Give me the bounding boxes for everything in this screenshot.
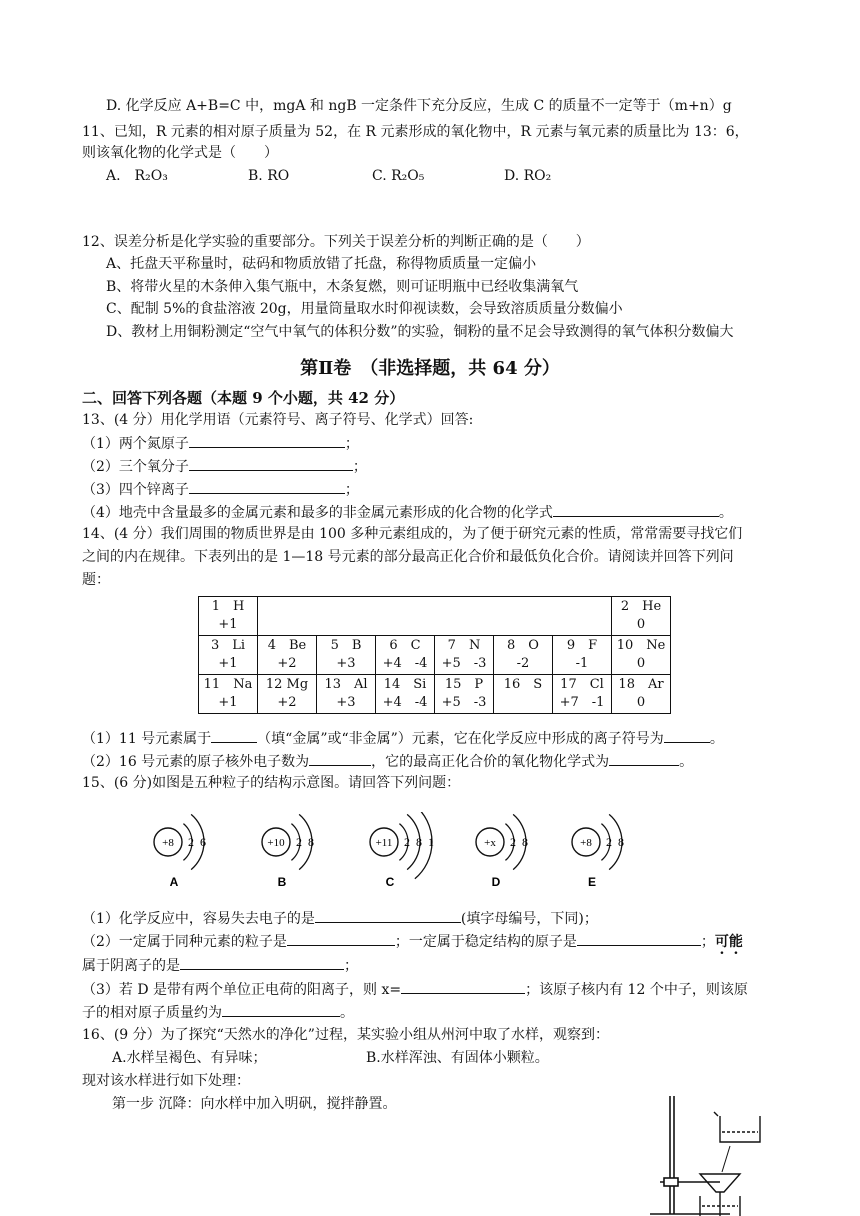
q13-item4 xyxy=(82,502,733,523)
q15-sub2-blank3[interactable] xyxy=(180,955,344,970)
q14-stem-line2: 之间的内在规律。下表列出的是 1—18 号元素的部分最高正化合价和最低负化合价。请阅读并回答下列问 xyxy=(82,549,734,565)
element-cell xyxy=(494,636,553,675)
q10-option-d: D. 化学反应 A+B=C 中，mgA 和 ngB 一定条件下充分反应，生成 C 的质量不一定等于（m+n）g xyxy=(106,98,732,114)
part2-title: 第Ⅱ卷 （非选择题，共 64 分） xyxy=(300,358,560,379)
element-symbol: 1 H xyxy=(211,599,245,614)
element-valence: 0 xyxy=(636,617,646,632)
element-symbol: 10 Ne xyxy=(616,638,666,653)
element-valence: +7 -1 xyxy=(559,695,605,710)
q15-sub3-text-b: ；该原子核内有 12 个中子，则该原 xyxy=(525,982,748,998)
element-valence: +5 -3 xyxy=(441,656,487,671)
q15-sub3-blank1[interactable] xyxy=(401,979,525,994)
q14-sub2-blank1[interactable] xyxy=(309,751,371,766)
element-cell xyxy=(317,675,376,714)
particle-d xyxy=(476,814,528,889)
element-symbol: 2 He xyxy=(620,599,662,614)
q15-sub2-text-b: ；一定属于稳定结构的原子是 xyxy=(394,934,577,950)
shell-electron-count: 2 xyxy=(296,835,302,849)
q14-sub2-text-b: ，它的最高正化合价的氧化物化学式为 xyxy=(371,754,610,770)
q16-process-intro: 现对该水样进行如下处理： xyxy=(82,1073,250,1089)
q13-item2-text: （2）三个氧分子 xyxy=(82,459,189,475)
q12-option-d: D、教材上用铜粉测定“空气中氧气的体积分数”的实验，铜粉的量不足会导致测得的氧气体积分数偏大 xyxy=(106,324,734,340)
q14-sub1 xyxy=(82,728,724,749)
element-symbol: 18 Ar xyxy=(618,677,664,692)
element-cell xyxy=(199,636,258,675)
q16-observation-b: B.水样浑浊、有固体小颗粒。 xyxy=(366,1050,549,1066)
q13-item4-text: （4）地壳中含量最多的金属元素和最多的非金属元素形成的化合物的化学式 xyxy=(82,505,553,521)
q15-sub2-blank1[interactable] xyxy=(287,931,395,946)
q13-item3 xyxy=(82,479,359,500)
nucleus-charge: +8 xyxy=(162,837,174,849)
element-valence xyxy=(494,694,552,712)
q15-sub2-semicolon: ； xyxy=(700,934,715,950)
q12-stem: 12、误差分析是化学实验的重要部分。下列关于误差分析的判断正确的是（ ） xyxy=(82,234,590,250)
q13-item3-semicolon: ； xyxy=(344,482,359,498)
q15-sub3-text-a: （3）若 D 是带有两个单位正电荷的阳离子，则 x= xyxy=(82,982,402,998)
element-cell xyxy=(317,636,376,675)
q15-sub1-text-b: (填字母编号，下同)； xyxy=(460,911,598,927)
element-symbol: 3 Li xyxy=(210,638,246,653)
element-valence: -2 xyxy=(516,656,530,671)
q15-sub3-period: 。 xyxy=(340,1005,354,1021)
element-symbol: 7 N xyxy=(447,638,481,653)
q14-sub1-text-b: （填“金属”或“非金属”）元素，它在化学反应中形成的离子符号为 xyxy=(257,731,664,747)
q14-sub1-period: 。 xyxy=(709,731,724,747)
shell-electron-count: 2 xyxy=(510,835,516,849)
element-symbol: 16 S xyxy=(503,677,543,692)
section2-heading: 二、回答下列各题（本题 9 个小题，共 42 分） xyxy=(82,389,405,407)
element-cell xyxy=(612,636,671,675)
q15-sub1 xyxy=(82,908,598,929)
pouring-beaker xyxy=(714,1112,760,1142)
element-cell xyxy=(612,597,671,636)
q16-observation-a: A.水样呈褐色、有异味； xyxy=(112,1050,267,1066)
element-valence: +3 xyxy=(336,656,356,671)
element-symbol: 14 Si xyxy=(383,677,427,692)
element-cell xyxy=(258,675,317,714)
q14-stem-line1: 14、(4 分）我们周围的物质世界是由 100 多种元素组成的，为了便于研究元素的性质，常常需要寻找它们 xyxy=(82,526,743,542)
particle-e xyxy=(572,814,624,889)
q13-item2-semicolon: ； xyxy=(352,459,367,475)
glass-rod xyxy=(722,1146,730,1172)
q11-stem-line2: 则该氧化物的化学式是（ ） xyxy=(82,145,278,161)
element-cell xyxy=(199,597,258,636)
element-valence: +1 xyxy=(218,617,238,632)
q15-sub1-blank[interactable] xyxy=(315,908,461,923)
q13-answer4-blank[interactable] xyxy=(553,502,719,517)
element-valence: +4 -4 xyxy=(382,656,428,671)
element-symbol: 5 B xyxy=(330,638,362,653)
nucleus-charge: +8 xyxy=(580,837,592,849)
table-row xyxy=(199,597,671,636)
element-valence-table xyxy=(198,596,671,714)
q13-stem: 13、(4 分）用化学用语（元素符号、离子符号、化学式）回答: xyxy=(82,412,474,428)
q15-sub2-text-e: 属于阴离子的是 xyxy=(82,958,180,974)
q15-stem: 15、(6 分)如图是五种粒子的结构示意图。请回答下列问题： xyxy=(82,775,461,791)
q15-sub2-cont xyxy=(82,955,358,976)
q13-item2 xyxy=(82,456,367,477)
nucleus-charge: +11 xyxy=(375,837,393,849)
q15-sub2-text-a: （2）一定属于同种元素的粒子是 xyxy=(82,934,287,950)
element-symbol: 12 Mg xyxy=(265,677,309,692)
shell-electron-count: 6 xyxy=(200,835,206,849)
element-cell xyxy=(435,675,494,714)
element-valence: -1 xyxy=(575,656,589,671)
element-valence: +1 xyxy=(218,656,238,671)
q12-option-a: A、托盘天平称量时，砝码和物质放错了托盘，称得物质质量一定偏小 xyxy=(106,256,537,272)
q12-option-b: B、将带火星的木条伸入集气瓶中，木条复燃，则可证明瓶中已经收集满氧气 xyxy=(106,279,579,295)
q14-sub2-blank2[interactable] xyxy=(609,751,679,766)
q12-option-c: C、配制 5%的食盐溶液 20g，用量筒量取水时仰视读数，会导致溶质质量分数偏小 xyxy=(106,301,623,317)
stand-clamp xyxy=(664,1178,678,1186)
q14-sub2 xyxy=(82,751,693,772)
table-gap xyxy=(258,597,612,636)
q13-answer2-blank[interactable] xyxy=(189,456,353,471)
shell-electron-count: 8 xyxy=(416,835,422,849)
q14-stem-line3: 题： xyxy=(82,572,110,588)
particle-b xyxy=(262,814,314,889)
element-cell xyxy=(435,636,494,675)
shell-electron-count: 8 xyxy=(618,835,624,849)
q11-option-c: C. R₂O₅ xyxy=(372,168,425,184)
q13-item1 xyxy=(82,433,359,454)
q14-sub1-blank1[interactable] xyxy=(211,728,257,743)
element-valence: 0 xyxy=(636,695,646,710)
nucleus-charge: +10 xyxy=(267,837,285,849)
element-cell xyxy=(553,636,612,675)
particle-label: D xyxy=(491,875,501,889)
nucleus-charge: +x xyxy=(484,837,496,849)
q15-emphasis-char-1: 可 xyxy=(714,934,729,950)
iron-stand xyxy=(650,1096,730,1214)
q15-sub1-text-a: （1）化学反应中，容易失去电子的是 xyxy=(82,911,315,927)
element-valence: +4 -4 xyxy=(382,695,428,710)
element-valence: +2 xyxy=(277,695,297,710)
element-valence: +5 -3 xyxy=(441,695,487,710)
particle-label: E xyxy=(587,875,597,889)
particle-c xyxy=(370,812,434,889)
q15-sub2-blank2[interactable] xyxy=(577,931,701,946)
particle-label: B xyxy=(277,875,287,889)
element-symbol: 4 Be xyxy=(267,638,307,653)
q14-sub1-text-a: （1）11 号元素属于 xyxy=(82,731,212,747)
table-row xyxy=(199,636,671,675)
element-valence: 0 xyxy=(636,656,646,671)
q15-sub2 xyxy=(82,931,743,952)
q13-answer1-blank[interactable] xyxy=(189,433,345,448)
q14-sub2-text-a: （2）16 号元素的原子核外电子数为 xyxy=(82,754,310,770)
element-cell xyxy=(199,675,258,714)
q15-sub2-semicolon-2: ； xyxy=(344,958,358,974)
q14-sub1-blank2[interactable] xyxy=(664,728,710,743)
element-valence: +2 xyxy=(277,656,297,671)
q15-sub3-blank2[interactable] xyxy=(222,1002,340,1017)
particle-a xyxy=(154,814,206,889)
element-cell xyxy=(612,675,671,714)
shell-electron-count: 8 xyxy=(522,835,528,849)
q15-sub3-text-c: 子的相对原子质量约为 xyxy=(82,1005,222,1021)
q13-item3-text: （3）四个锌离子 xyxy=(82,482,189,498)
element-symbol: 9 F xyxy=(566,638,598,653)
element-cell xyxy=(553,675,612,714)
q13-item1-semicolon: ； xyxy=(344,436,359,452)
shell-electron-count: 2 xyxy=(606,835,612,849)
element-symbol: 17 Cl xyxy=(560,677,604,692)
element-valence: +3 xyxy=(336,695,356,710)
q11-option-d: D. RO₂ xyxy=(504,168,552,184)
element-symbol: 11 Na xyxy=(203,677,253,692)
q16-stem: 16、(9 分）为了探究“天然水的净化”过程，某实验小组从州河中取了水样，观察到： xyxy=(82,1027,609,1043)
q15-emphasis-char-2: 能 xyxy=(728,934,743,950)
shell-electron-count: 1 xyxy=(428,835,434,849)
element-cell xyxy=(494,675,553,714)
element-valence: +1 xyxy=(218,695,238,710)
q13-item1-text: （1）两个氮原子 xyxy=(82,436,189,452)
element-symbol: 6 C xyxy=(389,638,421,653)
table-row xyxy=(199,675,671,714)
q15-sub3 xyxy=(82,979,748,1000)
q16-step1: 第一步 沉降：向水样中加入明矾，搅拌静置。 xyxy=(112,1096,397,1112)
particle-label: A xyxy=(169,875,179,889)
element-cell xyxy=(376,675,435,714)
particle-label: C xyxy=(385,875,395,889)
funnel xyxy=(700,1174,740,1216)
shell-electron-count: 8 xyxy=(308,835,314,849)
q15-sub3-cont xyxy=(82,1002,354,1023)
particle-structure-diagrams xyxy=(140,812,660,892)
q13-answer3-blank[interactable] xyxy=(189,479,345,494)
q11-option-a: A. R₂O₃ xyxy=(106,168,168,184)
shell-electron-count: 2 xyxy=(188,835,194,849)
element-cell xyxy=(376,636,435,675)
q14-sub2-period: 。 xyxy=(679,754,694,770)
element-symbol: 13 Al xyxy=(324,677,368,692)
q13-item4-period: 。 xyxy=(718,505,733,521)
shell-electron-count: 2 xyxy=(404,835,410,849)
q11-option-b: B. RO xyxy=(248,168,290,184)
element-cell xyxy=(258,636,317,675)
element-symbol: 8 O xyxy=(507,638,539,653)
q11-stem-line1: 11、已知，R 元素的相对原子质量为 52，在 R 元素形成的氧化物中，R 元素与氧元素的质量比为 13：6， xyxy=(82,124,749,140)
element-symbol: 15 P xyxy=(444,677,484,692)
filtration-apparatus-diagram xyxy=(640,1092,780,1216)
